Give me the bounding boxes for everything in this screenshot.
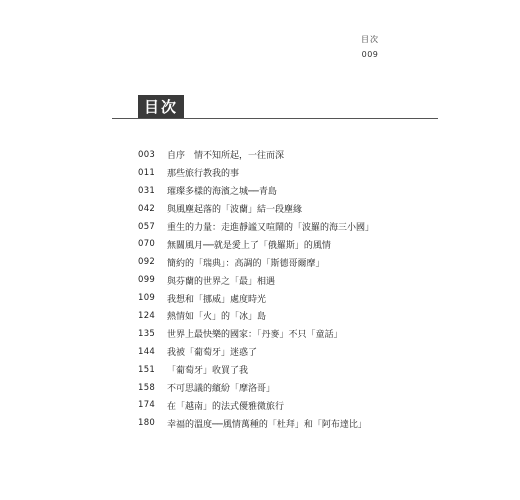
toc-entry[interactable] — [138, 200, 374, 218]
toc-chapter-title: 與芬蘭的世界之「最」相遇 — [167, 276, 276, 287]
toc-page-number: 092 — [138, 257, 156, 268]
toc-page-number: 158 — [138, 382, 156, 393]
toc-page-number: 099 — [138, 275, 156, 286]
toc-entry[interactable] — [138, 289, 374, 307]
running-head-section: 目次 — [361, 35, 379, 44]
toc-entry[interactable] — [138, 146, 374, 164]
toc-page-number: 070 — [138, 239, 156, 250]
toc-chapter-title: 重生的力量：走進靜謐又喧鬧的「波羅的海三小國」 — [167, 223, 375, 233]
toc-chapter-title: 「葡萄牙」收買了我 — [167, 366, 249, 377]
toc-chapter-title: 自序 情不知所起，一往而深 — [167, 151, 285, 162]
toc-chapter-title: 無關風月──就是愛上了「俄羅斯」的風情 — [167, 240, 331, 251]
toc-chapter-title: 我被「葡萄牙」迷惑了 — [167, 348, 258, 359]
toc-page-number: 135 — [138, 328, 156, 339]
running-head — [340, 34, 400, 60]
toc-chapter-title: 璀璨多樣的海濱之城──青島 — [167, 187, 277, 198]
toc-page-number: 031 — [138, 185, 156, 196]
toc-page-number: 174 — [138, 400, 156, 411]
toc-chapter-title: 不可思議的繽紛「摩洛哥」 — [167, 384, 276, 395]
page-title: 目次 — [144, 98, 179, 116]
toc-entry[interactable] — [138, 361, 374, 379]
toc-entry[interactable] — [138, 307, 374, 325]
toc-chapter-title: 熱情如「火」的「冰」島 — [167, 312, 267, 323]
toc-chapter-title: 簡約的「瑞典」：高調的「斯德哥爾摩」 — [167, 258, 325, 269]
toc-chapter-title: 我想和「挪威」處度時光 — [167, 294, 267, 305]
toc-entry[interactable] — [138, 182, 374, 200]
toc-page-number: 042 — [138, 203, 156, 214]
toc-entry[interactable] — [138, 218, 374, 236]
toc-chapter-title: 在「越南」的法式優雅微旅行 — [167, 401, 285, 412]
toc-chapter-title: 世界上最快樂的國家：「丹麥」不只「童話」 — [167, 330, 343, 341]
table-of-contents — [138, 146, 374, 432]
toc-entry[interactable] — [138, 396, 374, 414]
toc-page-number: 057 — [138, 221, 156, 232]
toc-entry[interactable] — [138, 379, 374, 397]
toc-page-number: 180 — [138, 418, 156, 429]
toc-chapter-title: 與風塵起落的「波蘭」結一段塵緣 — [167, 205, 303, 216]
title-divider — [112, 118, 438, 119]
toc-page-number: 124 — [138, 310, 156, 321]
toc-entry[interactable] — [138, 343, 374, 361]
toc-entry[interactable] — [138, 253, 374, 271]
toc-page-number: 109 — [138, 293, 156, 304]
toc-entry[interactable] — [138, 164, 374, 182]
toc-page-number: 151 — [138, 364, 156, 375]
toc-chapter-title: 那些旅行教我的事 — [167, 169, 240, 180]
toc-page-number: 011 — [138, 167, 156, 178]
page-title-block — [138, 95, 184, 119]
toc-entry[interactable] — [138, 235, 374, 253]
toc-page-number: 144 — [138, 346, 156, 357]
running-head-page-number: 009 — [361, 50, 379, 59]
toc-entry[interactable] — [138, 271, 374, 289]
toc-page-number: 003 — [138, 149, 156, 160]
toc-chapter-title: 幸福的溫度──風情萬種的「杜拜」和「阿布達比」 — [167, 419, 367, 430]
toc-entry[interactable] — [138, 414, 374, 432]
toc-entry[interactable] — [138, 325, 374, 343]
